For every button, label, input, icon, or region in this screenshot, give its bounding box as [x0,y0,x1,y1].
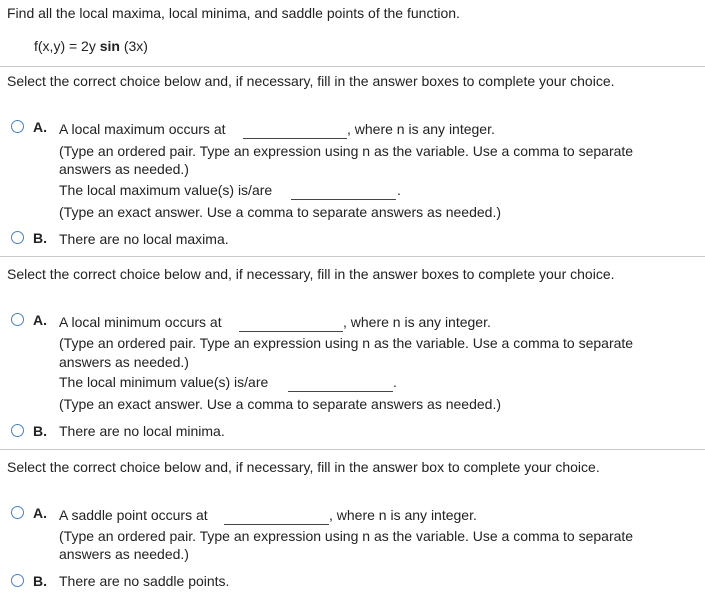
radio-minima-a[interactable] [11,313,24,326]
option-text-suffix: , where n is any integer. [347,121,495,137]
max-point-input[interactable] [243,138,347,139]
option-letter: A. [33,119,47,135]
option-text-suffix: , where n is any integer. [343,314,491,330]
option-text: A local minimum occurs at [59,314,222,330]
hint-text: answers as needed.) [59,354,189,370]
radio-saddle-a[interactable] [11,506,24,519]
function-lhs: f(x,y) = 2y [34,38,100,54]
divider [0,66,705,67]
saddle-point-input[interactable] [224,524,329,525]
value-label: The local maximum value(s) is/are [59,182,273,198]
hint-text: (Type an ordered pair. Type an expression using n as the variable. Use a comma to separate [59,143,634,159]
radio-maxima-b[interactable] [11,231,24,244]
option-text: A local maximum occurs at [59,121,226,137]
option-letter: B. [33,230,47,246]
hint-text: answers as needed.) [59,161,189,177]
radio-saddle-b[interactable] [11,574,24,587]
option-text: A saddle point occurs at [59,507,208,523]
function-sin: sin [99,38,120,54]
option-text: There are no saddle points. [59,573,230,589]
hint-text: (Type an ordered pair. Type an expression using n as the variable. Use a comma to separate [59,335,634,351]
option-letter: B. [33,573,47,589]
instruction-minima: Select the correct choice below and, if necessary, fill in the answer boxes to complete your choice. [7,266,615,282]
question-prompt: Find all the local maxima, local minima, and saddle points of the function. [7,5,460,21]
option-letter: B. [33,423,47,439]
option-letter: A. [33,312,47,328]
option-letter: A. [33,505,47,521]
divider [0,449,705,450]
instruction-maxima: Select the correct choice below and, if necessary, fill in the answer boxes to complete your choice. [7,73,615,89]
max-value-input[interactable] [291,199,396,200]
option-text-suffix: , where n is any integer. [329,507,477,523]
function-arg: (3x) [119,38,148,54]
hint-text: (Type an exact answer. Use a comma to separate answers as needed.) [59,396,502,412]
radio-maxima-a[interactable] [11,120,24,133]
hint-text: (Type an ordered pair. Type an expression using n as the variable. Use a comma to separate [59,528,634,544]
hint-text: (Type an exact answer. Use a comma to separate answers as needed.) [59,204,502,220]
option-text: There are no local maxima. [59,231,229,247]
min-value-input[interactable] [288,391,393,392]
min-point-input[interactable] [239,331,343,332]
divider [0,256,705,257]
radio-minima-b[interactable] [11,424,24,437]
option-text: There are no local minima. [59,423,225,439]
instruction-saddle: Select the correct choice below and, if necessary, fill in the answer box to complete your choice. [7,459,600,475]
hint-text: answers as needed.) [59,546,189,562]
value-suffix: . [393,374,397,390]
value-suffix: . [397,182,401,198]
function-expression [34,38,148,54]
value-label: The local minimum value(s) is/are [59,374,269,390]
